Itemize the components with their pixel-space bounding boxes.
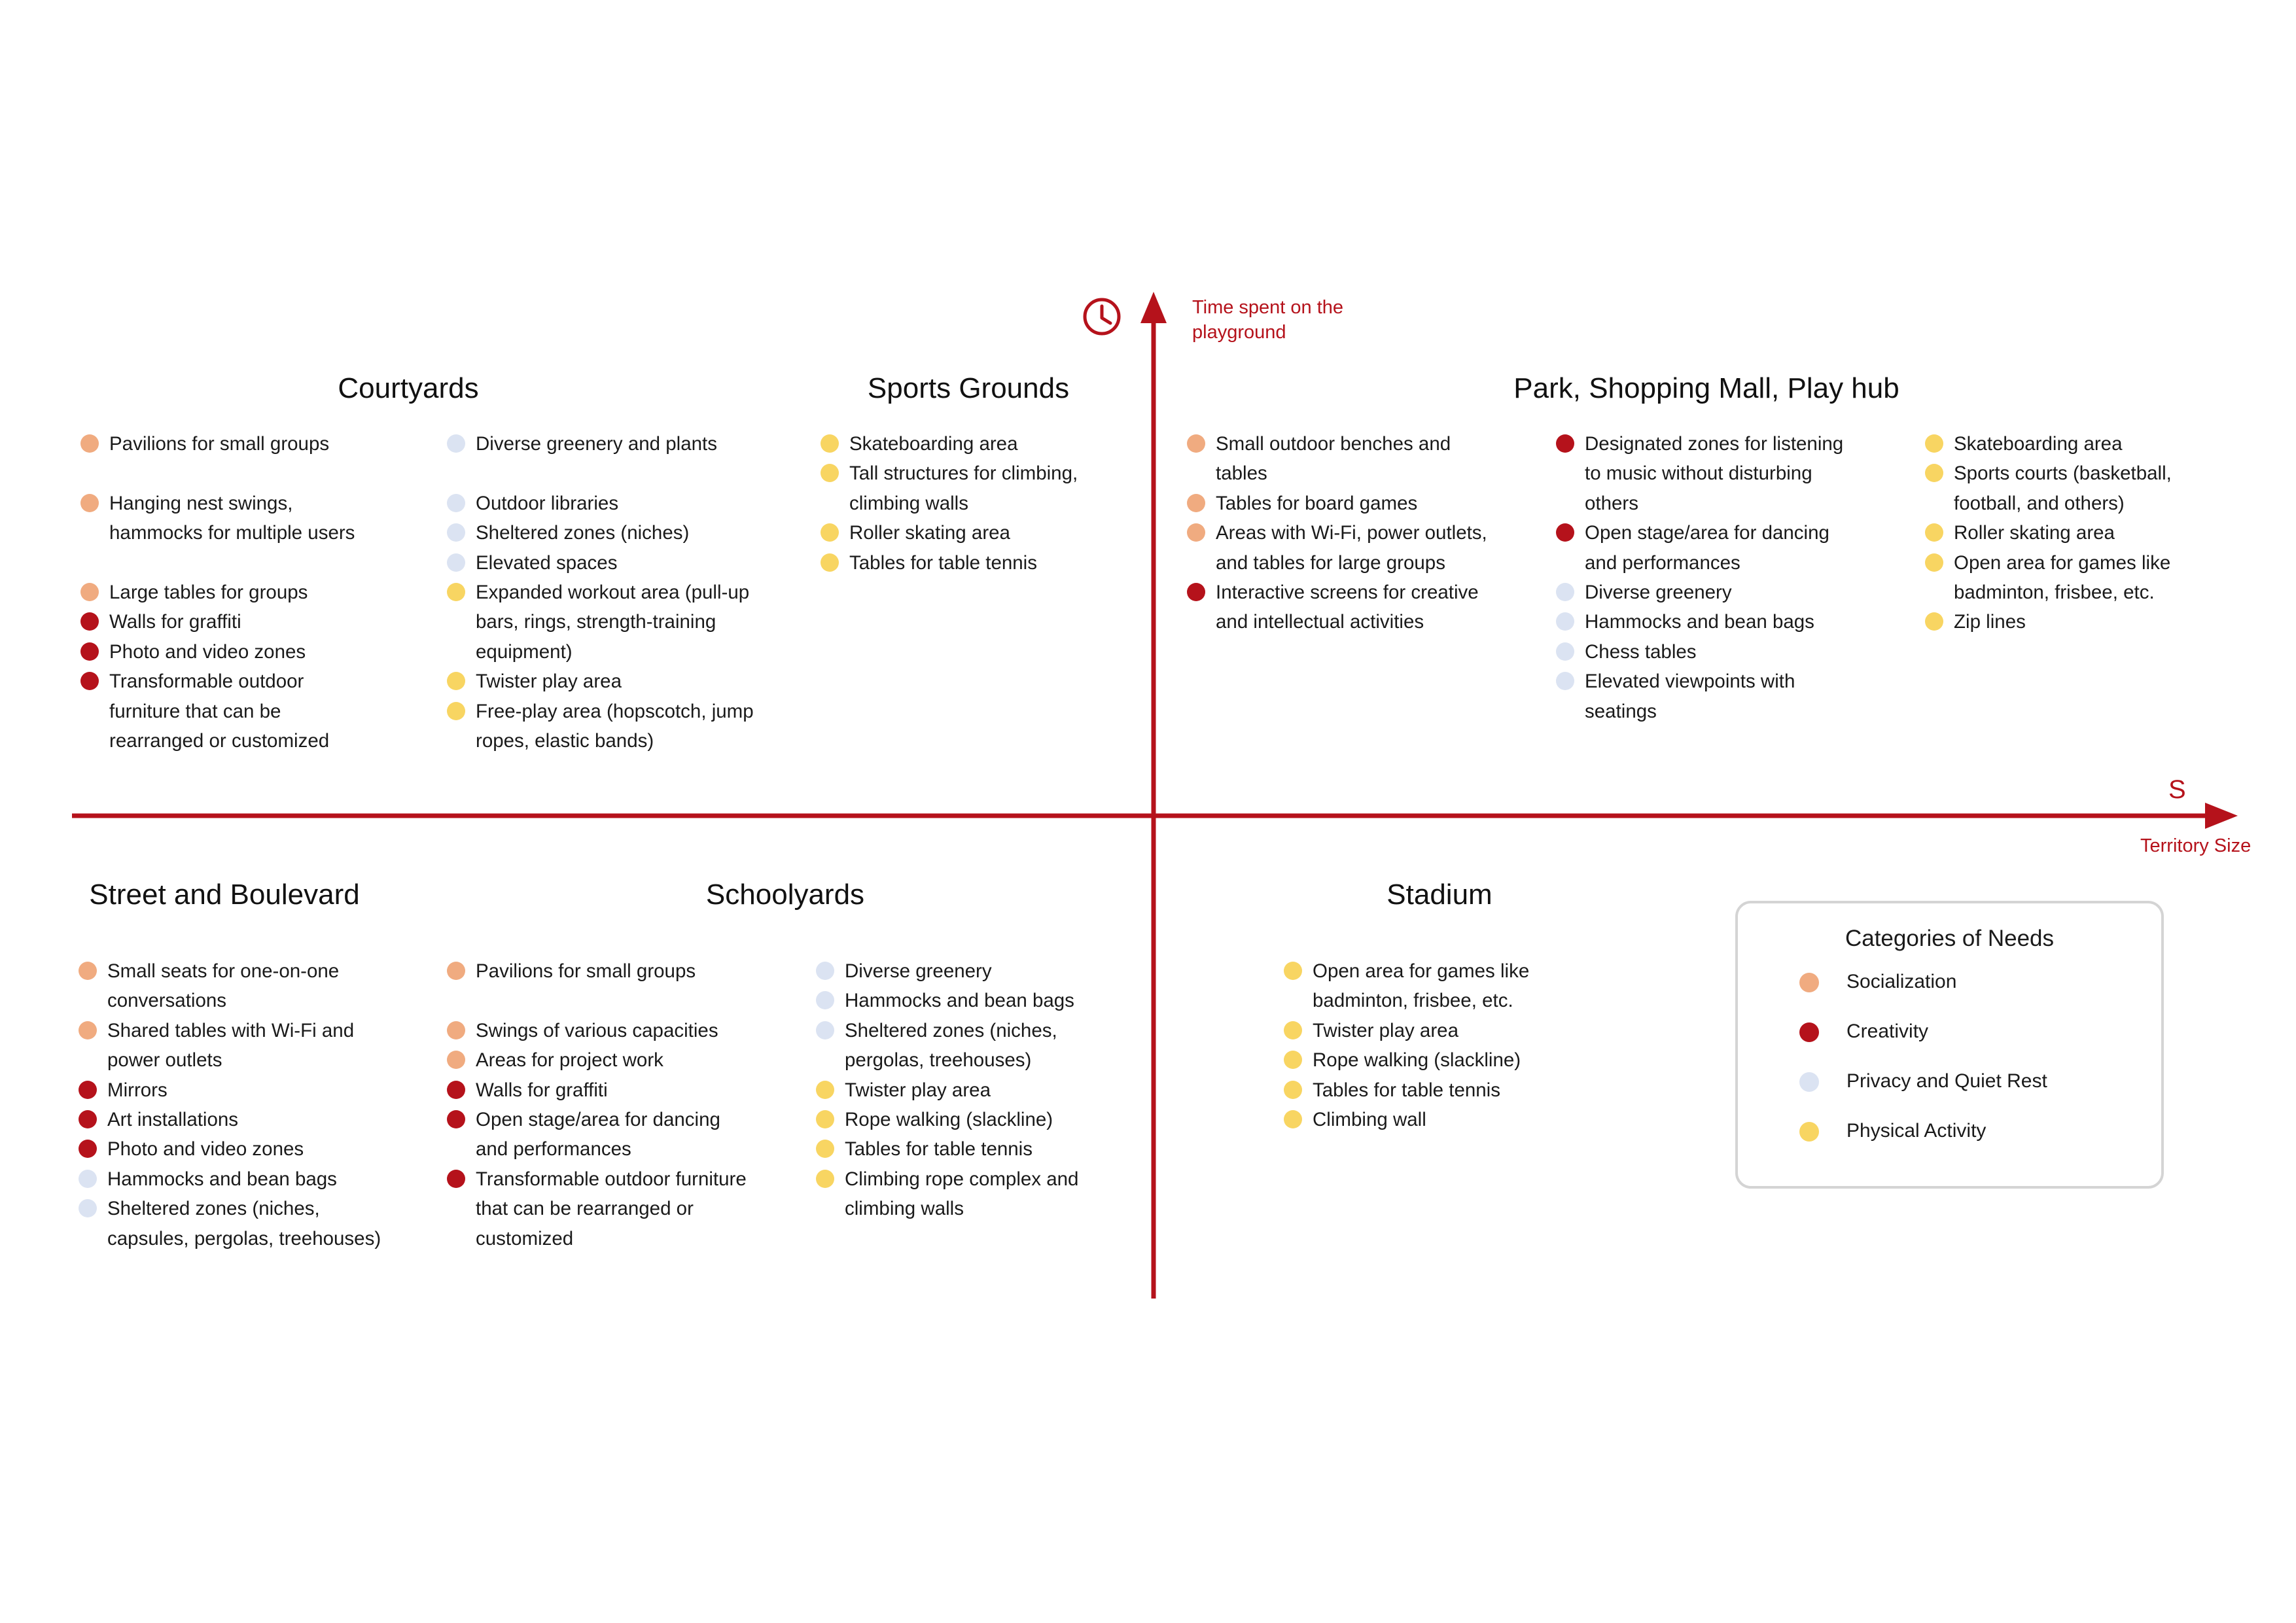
y-axis-label <box>1192 295 1343 345</box>
socialization-dot-icon <box>80 434 99 453</box>
list-item <box>447 1164 787 1253</box>
physical-activity-dot-icon <box>816 1170 834 1188</box>
privacy-dot-icon <box>1556 672 1574 690</box>
clock-icon <box>1085 300 1119 334</box>
list-item-text: Large tables for groups <box>109 582 308 603</box>
list-item-text: badminton, frisbee, etc. <box>1313 990 1513 1012</box>
list-item <box>447 1045 787 1075</box>
socialization-dot-icon <box>1799 973 1819 992</box>
list-item-text: Pavilions for small groups <box>109 433 330 455</box>
list-item-text: Diverse greenery <box>1585 582 1732 604</box>
list-item-text: climbing walls <box>845 1198 964 1220</box>
courtyards-column-2 <box>447 429 787 756</box>
list-item <box>816 1164 1130 1224</box>
creativity-dot-icon <box>79 1110 97 1128</box>
list-item-text: Tables for table tennis <box>1313 1079 1500 1101</box>
list-item-text: Shared tables with Wi-Fi and <box>107 1019 355 1041</box>
legend-entry-physical <box>1799 1118 2047 1168</box>
list-item <box>447 667 787 696</box>
list-item-text: capsules, pergolas, treehouses) <box>107 1227 381 1249</box>
list-item-text: Twister play area <box>845 1079 991 1101</box>
list-item <box>1284 956 1598 1016</box>
legend-entry-creativity <box>1799 1019 2047 1068</box>
list-item <box>1284 1105 1598 1134</box>
list-item-text: Tables for table tennis <box>849 551 1037 574</box>
list-item-text: Elevated viewpoints with <box>1585 671 1795 693</box>
physical-activity-dot-icon <box>1284 1021 1302 1039</box>
list-item-text: Walls for graffiti <box>476 1079 608 1101</box>
list-item <box>1284 1075 1598 1105</box>
list-item-text: Photo and video zones <box>109 640 306 663</box>
privacy-dot-icon <box>1556 612 1574 631</box>
list-item-text: bars, rings, strength-training <box>476 611 716 633</box>
list-item <box>80 429 408 459</box>
sports-grounds-column-1 <box>821 429 1135 578</box>
list-item-text: Zip lines <box>1954 611 2026 633</box>
list-item <box>821 429 1135 459</box>
list-item <box>80 607 408 637</box>
list-item-text: badminton, frisbee, etc. <box>1954 582 2155 604</box>
list-item <box>80 637 408 667</box>
list-item-text: equipment) <box>476 640 573 663</box>
list-item-text: Hammocks and bean bags <box>1585 611 1814 633</box>
list-item <box>1925 548 2239 608</box>
list-item-text: that can be rearranged or <box>476 1198 694 1220</box>
socialization-dot-icon <box>79 962 97 980</box>
list-item <box>447 1075 787 1105</box>
list-item-text: Hammocks and bean bags <box>845 990 1074 1012</box>
park-mall-hub-column-1 <box>1187 429 1527 637</box>
physical-activity-dot-icon <box>821 464 839 482</box>
zone-title-stadium: Stadium <box>1386 879 1492 911</box>
physical-activity-dot-icon <box>447 702 465 720</box>
list-item-text: Swings of various capacities <box>476 1019 718 1041</box>
list-item <box>816 1134 1130 1164</box>
legend-label: Physical Activity <box>1846 1120 1987 1142</box>
list-item <box>816 1105 1130 1134</box>
schoolyards-column-2 <box>816 956 1130 1224</box>
list-item <box>1284 1016 1598 1045</box>
list-item <box>447 1016 787 1045</box>
socialization-dot-icon <box>80 583 99 601</box>
creativity-dot-icon <box>79 1140 97 1158</box>
privacy-dot-icon <box>816 1021 834 1039</box>
list-item-text: Art installations <box>107 1109 239 1131</box>
physical-activity-dot-icon <box>1925 464 1943 482</box>
list-item <box>79 956 419 1016</box>
socialization-dot-icon <box>79 1021 97 1039</box>
physical-activity-dot-icon <box>821 434 839 453</box>
list-item-text: Elevated spaces <box>476 551 618 574</box>
list-item <box>79 1075 419 1105</box>
creativity-dot-icon <box>80 642 99 661</box>
list-item-text: power outlets <box>107 1049 222 1072</box>
list-item <box>1187 578 1527 637</box>
x-axis-arrowhead <box>2205 803 2238 829</box>
list-item-text: Expanded workout area (pull-up <box>476 582 750 604</box>
list-item <box>79 1105 419 1134</box>
list-item <box>1925 607 2239 637</box>
street-boulevard-column-1 <box>79 956 419 1253</box>
list-item-text: football, and others) <box>1954 492 2125 514</box>
list-item <box>816 1075 1130 1105</box>
schoolyards-column-1 <box>447 956 787 1253</box>
list-item <box>79 1194 419 1253</box>
physical-activity-dot-icon <box>821 553 839 572</box>
list-item-text: Open stage/area for dancing <box>476 1109 720 1131</box>
creativity-dot-icon <box>447 1110 465 1128</box>
list-item <box>1556 578 1896 607</box>
list-item-text: Areas for project work <box>476 1049 663 1072</box>
socialization-dot-icon <box>447 1051 465 1069</box>
list-item-text: Tall structures for climbing, <box>849 462 1078 485</box>
list-item-text: Climbing wall <box>1313 1109 1426 1131</box>
list-item-text: Mirrors <box>107 1079 168 1101</box>
list-item <box>1925 518 2239 548</box>
list-item <box>80 578 408 607</box>
list-item-text: Sports courts (basketball, <box>1954 462 2172 485</box>
list-item-text: seatings <box>1585 700 1657 722</box>
list-item-text: Walls for graffiti <box>109 611 241 633</box>
creativity-dot-icon <box>1556 434 1574 453</box>
list-item-text: Designated zones for listening <box>1585 433 1844 455</box>
legend-entry-privacy <box>1799 1068 2047 1118</box>
list-item-text: Hammocks and bean bags <box>107 1168 337 1190</box>
list-item-text: Areas with Wi-Fi, power outlets, <box>1216 522 1487 544</box>
list-item <box>447 956 787 986</box>
zone-title-sports-grounds: Sports Grounds <box>867 372 1070 404</box>
list-item-text: Chess tables <box>1585 640 1697 663</box>
physical-activity-dot-icon <box>1284 1081 1302 1099</box>
list-item <box>1556 429 1896 518</box>
socialization-dot-icon <box>1187 434 1205 453</box>
list-item-text: Transformable outdoor <box>109 671 304 693</box>
privacy-dot-icon <box>447 434 465 453</box>
list-item <box>80 667 408 756</box>
list-item <box>80 489 408 548</box>
list-item <box>79 1164 419 1194</box>
list-item <box>1556 667 1896 726</box>
privacy-dot-icon <box>79 1170 97 1188</box>
list-item-text: ropes, elastic bands) <box>476 730 654 752</box>
list-item-text: and intellectual activities <box>1216 611 1424 633</box>
physical-activity-dot-icon <box>1284 962 1302 980</box>
physical-activity-dot-icon <box>447 672 465 690</box>
list-item-text: Open area for games like <box>1954 551 2171 574</box>
list-item-text: Hanging nest swings, <box>109 492 293 514</box>
legend-list <box>1799 969 2047 1168</box>
socialization-dot-icon <box>1187 523 1205 542</box>
zone-title-courtyards: Courtyards <box>338 372 479 404</box>
legend-title: Categories of Needs <box>1845 926 2055 951</box>
physical-activity-dot-icon <box>1925 523 1943 542</box>
privacy-dot-icon <box>447 553 465 572</box>
list-item-text: Pavilions for small groups <box>476 960 696 982</box>
creativity-dot-icon <box>79 1081 97 1099</box>
zone-title-schoolyards: Schoolyards <box>705 879 865 911</box>
list-item-text: and tables for large groups <box>1216 551 1445 574</box>
list-item <box>447 697 787 756</box>
list-item-text: Photo and video zones <box>107 1138 304 1161</box>
park-mall-hub-column-2 <box>1556 429 1896 726</box>
list-item-text: rearranged or customized <box>109 730 330 752</box>
privacy-dot-icon <box>1556 583 1574 601</box>
list-item-text: Twister play area <box>476 671 622 693</box>
list-item-text: climbing walls <box>849 492 968 514</box>
legend-label: Privacy and Quiet Rest <box>1846 1070 2047 1092</box>
list-item <box>1556 607 1896 637</box>
creativity-dot-icon <box>1799 1022 1819 1042</box>
list-item-text: Tables for table tennis <box>845 1138 1033 1161</box>
socialization-dot-icon <box>80 494 99 512</box>
list-item-text: hammocks for multiple users <box>109 522 355 544</box>
privacy-dot-icon <box>447 523 465 542</box>
creativity-dot-icon <box>80 672 99 690</box>
list-item-text: Rope walking (slackline) <box>845 1109 1053 1131</box>
list-item <box>447 489 787 518</box>
physical-activity-dot-icon <box>1925 612 1943 631</box>
list-item-text: Skateboarding area <box>1954 433 2123 455</box>
list-item-text: Small outdoor benches and <box>1216 433 1451 455</box>
list-item-text: Sheltered zones (niches, <box>845 1019 1057 1041</box>
x-axis-label: Territory Size <box>2140 835 2252 856</box>
list-item-text: Diverse greenery and plants <box>476 433 717 455</box>
list-item-text: others <box>1585 492 1638 514</box>
list-item-text: customized <box>476 1227 574 1249</box>
list-item-text: Outdoor libraries <box>476 492 619 514</box>
list-item <box>447 548 787 578</box>
socialization-dot-icon <box>447 1021 465 1039</box>
list-item-text: to music without disturbing <box>1585 462 1812 485</box>
list-item <box>816 986 1130 1015</box>
list-item-text: conversations <box>107 990 227 1012</box>
list-item <box>816 1016 1130 1075</box>
list-item-text: Open stage/area for dancing <box>1585 522 1829 544</box>
list-item-text: Open area for games like <box>1313 960 1530 982</box>
y-axis-label-line: playground <box>1192 322 1286 343</box>
list-item <box>447 518 787 548</box>
list-item-text: Roller skating area <box>849 522 1010 544</box>
list-item <box>1284 1045 1598 1075</box>
socialization-dot-icon <box>447 962 465 980</box>
list-item <box>79 1016 419 1075</box>
list-item <box>821 459 1135 518</box>
list-item <box>821 518 1135 548</box>
list-item-text: Transformable outdoor furniture <box>476 1168 747 1190</box>
physical-activity-dot-icon <box>1925 553 1943 572</box>
stadium-column-1 <box>1284 956 1598 1134</box>
list-item <box>821 548 1135 578</box>
creativity-dot-icon <box>80 612 99 631</box>
list-item-text: furniture that can be <box>109 700 281 722</box>
legend-label: Socialization <box>1846 971 1957 992</box>
list-item-text: Free-play area (hopscotch, jump <box>476 700 754 722</box>
list-item <box>1925 429 2239 459</box>
legend-entry-socialization <box>1799 969 2047 1019</box>
physical-activity-dot-icon <box>1799 1122 1819 1142</box>
physical-activity-dot-icon <box>447 583 465 601</box>
physical-activity-dot-icon <box>821 523 839 542</box>
list-item-text: Climbing rope complex and <box>845 1168 1079 1190</box>
zone-title-park-mall-hub: Park, Shopping Mall, Play hub <box>1513 372 1899 404</box>
physical-activity-dot-icon <box>816 1140 834 1158</box>
list-item-text: Roller skating area <box>1954 522 2115 544</box>
list-item-text: Interactive screens for creative <box>1216 582 1479 604</box>
list-item-text: Rope walking (slackline) <box>1313 1049 1521 1072</box>
list-item-text: Sheltered zones (niches) <box>476 522 690 544</box>
list-item-text: and performances <box>1585 551 1740 574</box>
creativity-dot-icon <box>447 1081 465 1099</box>
physical-activity-dot-icon <box>1284 1110 1302 1128</box>
park-mall-hub-column-3 <box>1925 429 2239 637</box>
creativity-dot-icon <box>1187 583 1205 601</box>
list-item <box>1556 518 1896 578</box>
list-item-text: pergolas, treehouses) <box>845 1049 1032 1072</box>
physical-activity-dot-icon <box>1925 434 1943 453</box>
list-item <box>79 1134 419 1164</box>
list-item-text: Tables for board games <box>1216 492 1418 514</box>
list-item-text: and performances <box>476 1138 631 1161</box>
y-axis-label-line: Time spent on the <box>1192 297 1344 318</box>
legend-label: Creativity <box>1846 1021 1929 1042</box>
privacy-dot-icon <box>1556 642 1574 661</box>
privacy-dot-icon <box>1799 1072 1819 1092</box>
list-item <box>1187 489 1527 518</box>
creativity-dot-icon <box>1556 523 1574 542</box>
list-item <box>1556 637 1896 667</box>
physical-activity-dot-icon <box>1284 1051 1302 1069</box>
list-item-text: Twister play area <box>1313 1019 1458 1041</box>
list-item <box>447 1105 787 1164</box>
privacy-dot-icon <box>447 494 465 512</box>
socialization-dot-icon <box>1187 494 1205 512</box>
list-item <box>447 578 787 667</box>
list-item-text: Sheltered zones (niches, <box>107 1198 320 1220</box>
physical-activity-dot-icon <box>816 1110 834 1128</box>
list-item-text: Small seats for one-on-one <box>107 960 340 982</box>
list-item-text: tables <box>1216 462 1267 485</box>
privacy-dot-icon <box>816 991 834 1009</box>
list-item-text: Diverse greenery <box>845 960 992 982</box>
physical-activity-dot-icon <box>816 1081 834 1099</box>
creativity-dot-icon <box>447 1170 465 1188</box>
legend <box>1735 901 2164 1189</box>
courtyards-column-1 <box>80 429 408 756</box>
y-axis-arrowhead <box>1140 292 1167 323</box>
zone-title-street-boulevard: Street and Boulevard <box>89 879 360 911</box>
privacy-dot-icon <box>79 1199 97 1217</box>
x-axis-letter: S <box>2168 775 2186 804</box>
list-item <box>816 956 1130 986</box>
privacy-dot-icon <box>816 962 834 980</box>
list-item-text: Skateboarding area <box>849 433 1018 455</box>
list-item <box>1187 429 1527 489</box>
list-item <box>447 429 787 459</box>
list-item <box>1187 518 1527 578</box>
list-item <box>1925 459 2239 518</box>
